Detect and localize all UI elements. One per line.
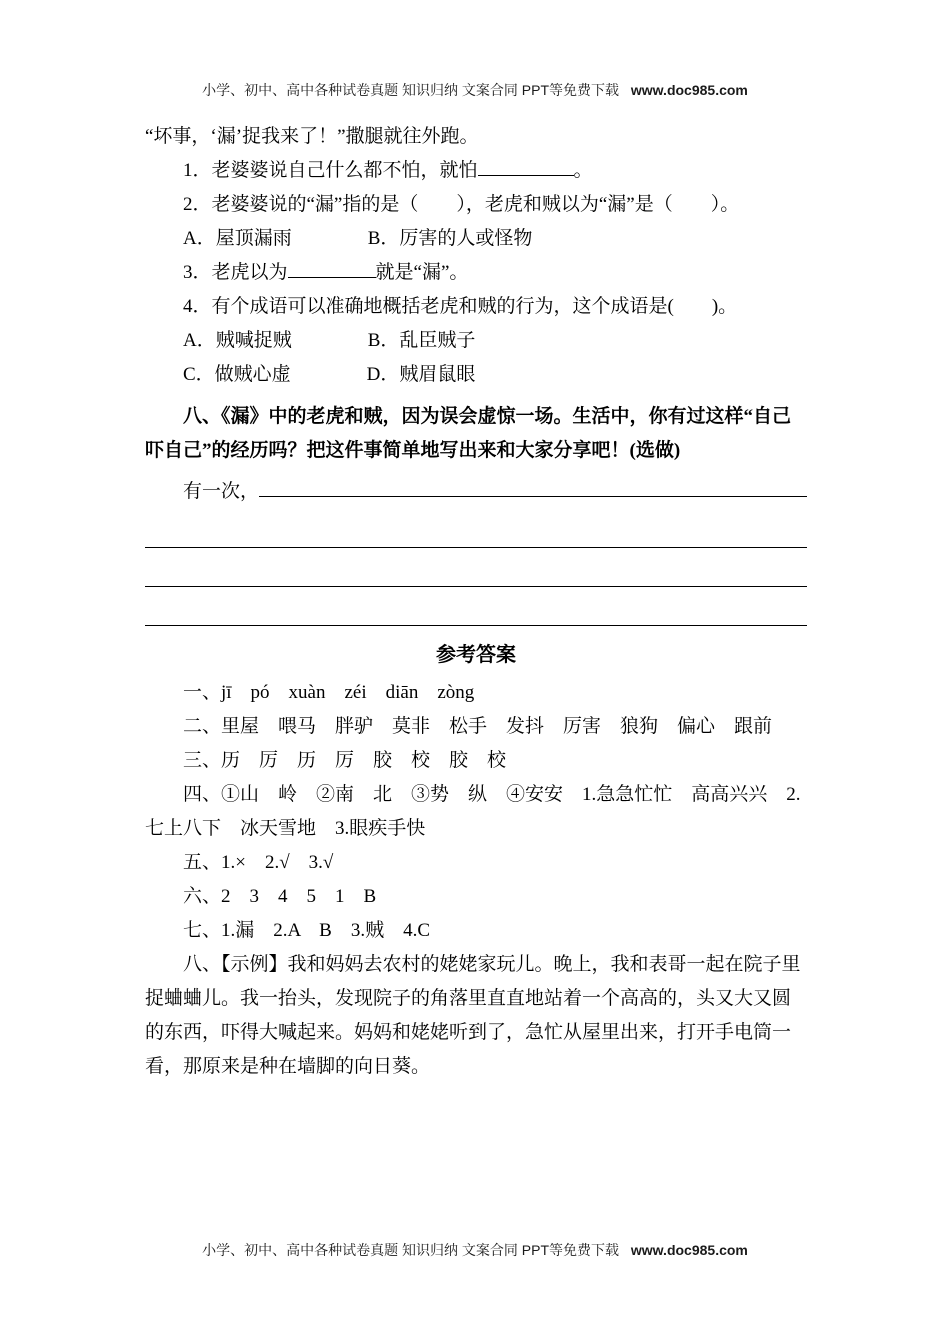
question-2-options: A．屋顶漏雨 B．厉害的人或怪物 (183, 228, 533, 249)
answer-lead-text: 有一次， (183, 481, 260, 502)
question-3 (145, 256, 807, 290)
answer-blank (478, 156, 574, 176)
answer-item-2: 二、里屋 喂马 胖驴 莫非 松手 发抖 厉害 狼狗 偏心 跟前 (183, 716, 773, 737)
doc-header (0, 80, 950, 100)
question-1 (145, 154, 807, 188)
question-3-text: 3．老虎以为 (183, 262, 288, 283)
question-4-options-ab: A．贼喊捉贼 B．乱臣贼子 (183, 330, 476, 351)
answer-item-1: 一、jī pó xuàn zéi diān zòng (183, 682, 475, 703)
answer-item-5: 五、1.× 2.√ 3.√ (183, 852, 334, 873)
answer-blank-long (259, 470, 807, 497)
document-body (145, 120, 807, 1084)
question-1-text: 1．老婆婆说自己什么都不怕，就怕 (183, 160, 478, 181)
footer-site-link[interactable]: www.doc985.com (630, 1242, 748, 1258)
doc-footer (0, 1240, 950, 1260)
footer-text: 小学、初中、高中各种试卷真题 知识归纳 文案合同 PPT等免费下载 (202, 1242, 620, 1258)
header-site-link[interactable]: www.doc985.com (630, 82, 748, 98)
writing-line (145, 587, 807, 626)
answer-item-4: 四、①山 岭 ②南 北 ③势 纵 ④安安 1.急急忙忙 高高兴兴 2.七上八下 冰天雪地 3.眼疾手快 (145, 784, 801, 839)
writing-line (145, 509, 807, 548)
header-text: 小学、初中、高中各种试卷真题 知识归纳 文案合同 PPT等免费下载 (202, 82, 620, 98)
story-continuation-line: “坏事，‘漏’捉我来了！”撒腿就往外跑。 (145, 126, 479, 147)
writing-line (145, 548, 807, 587)
question-8-prompt: 八、《漏》中的老虎和贼，因为误会虚惊一场。生活中，你有过这样“自己吓自己”的经历吗？把这件事简单地写出来和大家分享吧！(选做) (145, 406, 792, 461)
question-8-answer-start (145, 470, 807, 509)
question-4-options-cd: C．做贼心虚 D．贼眉鼠眼 (183, 364, 476, 385)
answer-item-6: 六、2 3 4 5 1 B (183, 886, 377, 907)
question-1-punct: 。 (573, 160, 593, 181)
answer-item-8: 八、【示例】我和妈妈去农村的姥姥家玩儿。晚上，我和表哥一起在院子里捉蛐蛐儿。我一抬头，发现院子的角落里直直地站着一个高高的，头又大又圆的东西，吓得大喊起来。妈妈和姥姥听到了，急忙从屋里出来，打开手电筒一看，那原来是种在墙脚的向日葵。 (145, 954, 801, 1077)
question-3-punct: 就是“漏”。 (375, 262, 469, 283)
question-4: 4．有个成语可以准确地概括老虎和贼的行为，这个成语是( )。 (183, 296, 738, 317)
question-2: 2．老婆婆说的“漏”指的是（ ），老虎和贼以为“漏”是（ ）。 (183, 194, 740, 215)
answer-blank (288, 258, 376, 278)
answer-item-3: 三、历 厉 历 厉 胶 校 胶 校 (183, 750, 507, 771)
answer-item-7: 七、1.漏 2.A B 3.贼 4.C (183, 920, 431, 941)
answer-key-title: 参考答案 (436, 644, 516, 666)
